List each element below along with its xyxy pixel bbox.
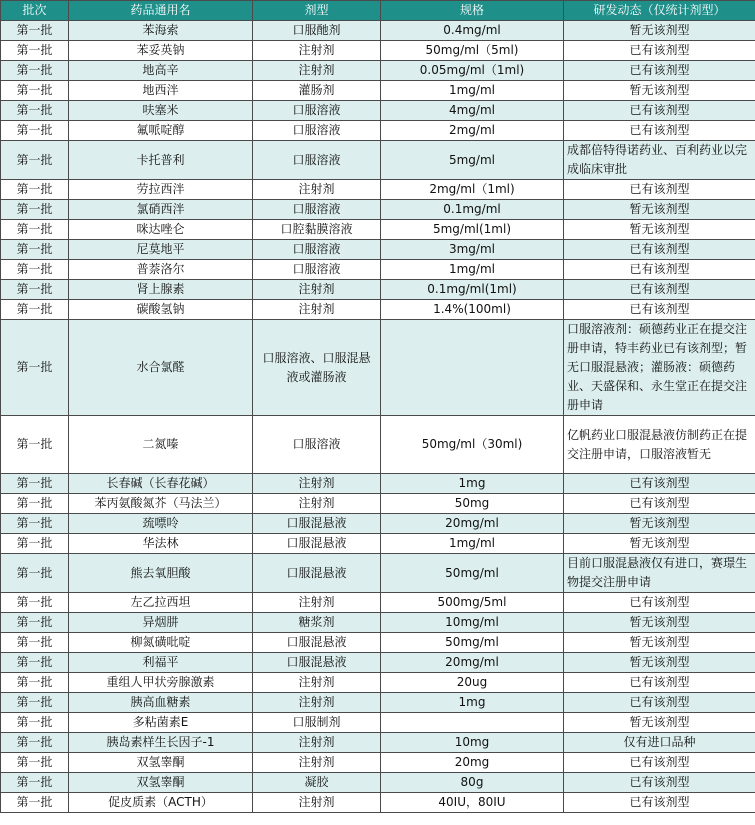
table-row — [1, 101, 755, 121]
cell-specification: 20mg/ml — [381, 653, 564, 673]
cell-batch: 第一批 — [1, 474, 69, 494]
cell-specification: 50mg/ml — [381, 633, 564, 653]
cell-dosage-form: 口服溶液 — [253, 200, 381, 220]
cell-drug-name: 胰岛素样生长因子-1 — [69, 733, 253, 753]
cell-batch: 第一批 — [1, 593, 69, 613]
cell-rd-status: 已有该剂型 — [564, 280, 755, 300]
cell-rd-status: 已有该剂型 — [564, 61, 755, 81]
cell-batch: 第一批 — [1, 534, 69, 554]
cell-dosage-form: 注射剂 — [253, 793, 381, 813]
cell-rd-status: 已有该剂型 — [564, 300, 755, 320]
cell-batch: 第一批 — [1, 21, 69, 41]
cell-specification: 50mg/ml（30ml) — [381, 416, 564, 474]
cell-specification: 2mg/ml — [381, 121, 564, 141]
cell-rd-status: 暂无该剂型 — [564, 613, 755, 633]
table-row — [1, 21, 755, 41]
cell-rd-status: 已有该剂型 — [564, 474, 755, 494]
cell-drug-name: 地高辛 — [69, 61, 253, 81]
cell-dosage-form: 注射剂 — [253, 593, 381, 613]
cell-dosage-form: 注射剂 — [253, 61, 381, 81]
cell-dosage-form: 注射剂 — [253, 673, 381, 693]
cell-rd-status: 暂无该剂型 — [564, 21, 755, 41]
cell-rd-status: 已有该剂型 — [564, 260, 755, 280]
cell-dosage-form: 口服溶液 — [253, 260, 381, 280]
header-rd-status: 研发动态（仅统计剂型） — [564, 1, 755, 21]
table-row — [1, 141, 755, 180]
table-row — [1, 593, 755, 613]
cell-batch: 第一批 — [1, 180, 69, 200]
cell-dosage-form: 凝胶 — [253, 773, 381, 793]
table-row — [1, 793, 755, 813]
table-row — [1, 613, 755, 633]
header-dosage-form: 剂型 — [253, 1, 381, 21]
cell-drug-name: 地西泮 — [69, 81, 253, 101]
cell-drug-name: 尼莫地平 — [69, 240, 253, 260]
cell-drug-name: 氯硝西泮 — [69, 200, 253, 220]
cell-rd-status: 已有该剂型 — [564, 494, 755, 514]
table-row — [1, 41, 755, 61]
table-row — [1, 733, 755, 753]
cell-batch: 第一批 — [1, 101, 69, 121]
cell-drug-name: 利福平 — [69, 653, 253, 673]
cell-rd-status: 已有该剂型 — [564, 793, 755, 813]
table-row — [1, 494, 755, 514]
table-row — [1, 61, 755, 81]
cell-rd-status: 已有该剂型 — [564, 121, 755, 141]
table-row — [1, 200, 755, 220]
cell-batch: 第一批 — [1, 713, 69, 733]
table-row — [1, 653, 755, 673]
cell-drug-name: 二氮嗪 — [69, 416, 253, 474]
cell-dosage-form: 口服溶液 — [253, 101, 381, 121]
cell-rd-status: 亿帆药业口服混悬液仿制药正在提交注册申请，口服溶液暂无 — [564, 416, 755, 474]
cell-drug-name: 左乙拉西坦 — [69, 593, 253, 613]
cell-batch: 第一批 — [1, 81, 69, 101]
cell-dosage-form: 注射剂 — [253, 753, 381, 773]
table-row — [1, 514, 755, 534]
table-row — [1, 554, 755, 593]
table-row — [1, 534, 755, 554]
table-header-row — [1, 1, 755, 21]
cell-batch: 第一批 — [1, 494, 69, 514]
cell-specification: 1mg — [381, 693, 564, 713]
cell-drug-name: 碳酸氢钠 — [69, 300, 253, 320]
table-row — [1, 300, 755, 320]
cell-rd-status: 已有该剂型 — [564, 593, 755, 613]
cell-dosage-form: 口服溶液 — [253, 141, 381, 180]
table-row — [1, 180, 755, 200]
cell-drug-name: 卡托普利 — [69, 141, 253, 180]
cell-specification: 5mg/ml — [381, 141, 564, 180]
cell-dosage-form: 灌肠剂 — [253, 81, 381, 101]
cell-rd-status: 暂无该剂型 — [564, 633, 755, 653]
cell-specification: 50mg/ml — [381, 554, 564, 593]
cell-dosage-form: 口服制剂 — [253, 713, 381, 733]
cell-specification: 40IU，80IU — [381, 793, 564, 813]
header-drug-name: 药品通用名 — [69, 1, 253, 21]
cell-specification: 4mg/ml — [381, 101, 564, 121]
table-row — [1, 280, 755, 300]
cell-batch: 第一批 — [1, 200, 69, 220]
cell-specification: 20mg/ml — [381, 514, 564, 534]
cell-rd-status: 暂无该剂型 — [564, 653, 755, 673]
cell-dosage-form: 注射剂 — [253, 474, 381, 494]
cell-drug-name: 普萘洛尔 — [69, 260, 253, 280]
cell-batch: 第一批 — [1, 733, 69, 753]
cell-specification: 1mg/ml — [381, 81, 564, 101]
cell-dosage-form: 注射剂 — [253, 300, 381, 320]
cell-dosage-form: 糖浆剂 — [253, 613, 381, 633]
cell-drug-name: 苯妥英钠 — [69, 41, 253, 61]
cell-rd-status: 暂无该剂型 — [564, 514, 755, 534]
header-specification: 规格 — [381, 1, 564, 21]
cell-dosage-form: 口服混悬液 — [253, 514, 381, 534]
cell-rd-status: 已有该剂型 — [564, 180, 755, 200]
cell-batch: 第一批 — [1, 673, 69, 693]
cell-batch: 第一批 — [1, 693, 69, 713]
table-row — [1, 753, 755, 773]
table-row — [1, 474, 755, 494]
cell-batch: 第一批 — [1, 753, 69, 773]
table-row — [1, 121, 755, 141]
cell-drug-name: 氟哌啶醇 — [69, 121, 253, 141]
cell-drug-name: 巯嘌呤 — [69, 514, 253, 534]
cell-batch: 第一批 — [1, 416, 69, 474]
cell-rd-status: 已有该剂型 — [564, 693, 755, 713]
cell-rd-status: 口服溶液剂：硕德药业正在提交注册申请，特丰药业已有该剂型；暂无口服混悬液；灌肠液：硕德药业、天盛保和、永生堂正在提交注册申请 — [564, 320, 755, 416]
cell-drug-name: 多粘菌素E — [69, 713, 253, 733]
cell-batch: 第一批 — [1, 320, 69, 416]
cell-dosage-form: 注射剂 — [253, 494, 381, 514]
cell-specification: 1mg/ml — [381, 260, 564, 280]
cell-specification: 50mg/ml（5ml) — [381, 41, 564, 61]
cell-dosage-form: 口服溶液 — [253, 240, 381, 260]
cell-batch: 第一批 — [1, 61, 69, 81]
table-row — [1, 81, 755, 101]
cell-dosage-form: 注射剂 — [253, 41, 381, 61]
cell-batch: 第一批 — [1, 613, 69, 633]
header-batch: 批次 — [1, 1, 69, 21]
cell-rd-status: 已有该剂型 — [564, 240, 755, 260]
cell-dosage-form: 口服酏剂 — [253, 21, 381, 41]
cell-drug-name: 苯丙氨酸氮芥（马法兰） — [69, 494, 253, 514]
cell-drug-name: 柳氮磺吡啶 — [69, 633, 253, 653]
cell-batch: 第一批 — [1, 653, 69, 673]
cell-batch: 第一批 — [1, 220, 69, 240]
cell-specification: 1mg — [381, 474, 564, 494]
cell-drug-name: 华法林 — [69, 534, 253, 554]
cell-rd-status: 暂无该剂型 — [564, 713, 755, 733]
cell-dosage-form: 注射剂 — [253, 280, 381, 300]
cell-dosage-form: 口服混悬液 — [253, 653, 381, 673]
table-row — [1, 713, 755, 733]
cell-drug-name: 呋塞米 — [69, 101, 253, 121]
cell-rd-status: 暂无该剂型 — [564, 220, 755, 240]
table-row — [1, 773, 755, 793]
cell-batch: 第一批 — [1, 514, 69, 534]
cell-dosage-form: 口服溶液 — [253, 416, 381, 474]
cell-dosage-form: 注射剂 — [253, 733, 381, 753]
cell-specification — [381, 713, 564, 733]
cell-dosage-form: 口腔黏膜溶液 — [253, 220, 381, 240]
table-row — [1, 633, 755, 653]
cell-dosage-form: 注射剂 — [253, 180, 381, 200]
cell-dosage-form: 口服混悬液 — [253, 554, 381, 593]
cell-dosage-form: 口服溶液 — [253, 121, 381, 141]
cell-rd-status: 已有该剂型 — [564, 101, 755, 121]
table-row — [1, 693, 755, 713]
cell-drug-name: 咪达唑仑 — [69, 220, 253, 240]
table-row — [1, 673, 755, 693]
cell-batch: 第一批 — [1, 793, 69, 813]
cell-specification: 10mg — [381, 733, 564, 753]
table-row — [1, 260, 755, 280]
cell-specification: 0.1mg/ml(1ml) — [381, 280, 564, 300]
cell-drug-name: 苯海索 — [69, 21, 253, 41]
cell-batch: 第一批 — [1, 300, 69, 320]
cell-rd-status: 已有该剂型 — [564, 41, 755, 61]
cell-drug-name: 熊去氧胆酸 — [69, 554, 253, 593]
cell-batch: 第一批 — [1, 554, 69, 593]
cell-rd-status: 暂无该剂型 — [564, 200, 755, 220]
cell-specification: 0.4mg/ml — [381, 21, 564, 41]
cell-batch: 第一批 — [1, 633, 69, 653]
cell-drug-name: 促皮质素（ACTH） — [69, 793, 253, 813]
table-row — [1, 240, 755, 260]
cell-dosage-form: 注射剂 — [253, 693, 381, 713]
cell-rd-status: 已有该剂型 — [564, 673, 755, 693]
cell-specification: 80g — [381, 773, 564, 793]
cell-drug-name: 胰高血糖素 — [69, 693, 253, 713]
cell-drug-name: 异烟肼 — [69, 613, 253, 633]
cell-specification: 50mg — [381, 494, 564, 514]
cell-specification — [381, 320, 564, 416]
cell-rd-status: 已有该剂型 — [564, 753, 755, 773]
cell-specification: 0.05mg/ml（1ml) — [381, 61, 564, 81]
cell-rd-status: 目前口服混悬液仅有进口，赛璟生物提交注册申请 — [564, 554, 755, 593]
cell-drug-name: 劳拉西泮 — [69, 180, 253, 200]
cell-specification: 1.4%(100ml) — [381, 300, 564, 320]
cell-batch: 第一批 — [1, 260, 69, 280]
cell-dosage-form: 口服混悬液 — [253, 534, 381, 554]
cell-drug-name: 双氢睾酮 — [69, 753, 253, 773]
cell-batch: 第一批 — [1, 41, 69, 61]
cell-specification: 1mg/ml — [381, 534, 564, 554]
cell-rd-status: 暂无该剂型 — [564, 534, 755, 554]
table-body — [1, 21, 755, 813]
cell-specification: 2mg/ml（1ml) — [381, 180, 564, 200]
cell-drug-name: 长春碱（长春花碱） — [69, 474, 253, 494]
cell-specification: 20mg — [381, 753, 564, 773]
cell-specification: 3mg/ml — [381, 240, 564, 260]
cell-drug-name: 双氢睾酮 — [69, 773, 253, 793]
cell-specification: 0.1mg/ml — [381, 200, 564, 220]
table-row — [1, 220, 755, 240]
cell-dosage-form: 口服溶液、口服混悬液或灌肠液 — [253, 320, 381, 416]
cell-specification: 10mg/ml — [381, 613, 564, 633]
cell-batch: 第一批 — [1, 121, 69, 141]
cell-specification: 500mg/5ml — [381, 593, 564, 613]
cell-batch: 第一批 — [1, 773, 69, 793]
cell-rd-status: 仅有进口品种 — [564, 733, 755, 753]
cell-batch: 第一批 — [1, 240, 69, 260]
cell-rd-status: 成都倍特得诺药业、百利药业以完成临床审批 — [564, 141, 755, 180]
cell-specification: 20ug — [381, 673, 564, 693]
cell-rd-status: 暂无该剂型 — [564, 81, 755, 101]
cell-rd-status: 已有该剂型 — [564, 773, 755, 793]
cell-batch: 第一批 — [1, 141, 69, 180]
cell-specification: 5mg/ml(1ml) — [381, 220, 564, 240]
table-row — [1, 416, 755, 474]
cell-batch: 第一批 — [1, 280, 69, 300]
table-row — [1, 320, 755, 416]
cell-drug-name: 肾上腺素 — [69, 280, 253, 300]
cell-drug-name: 重组人甲状旁腺激素 — [69, 673, 253, 693]
cell-dosage-form: 口服混悬液 — [253, 633, 381, 653]
cell-drug-name: 水合氯醛 — [69, 320, 253, 416]
